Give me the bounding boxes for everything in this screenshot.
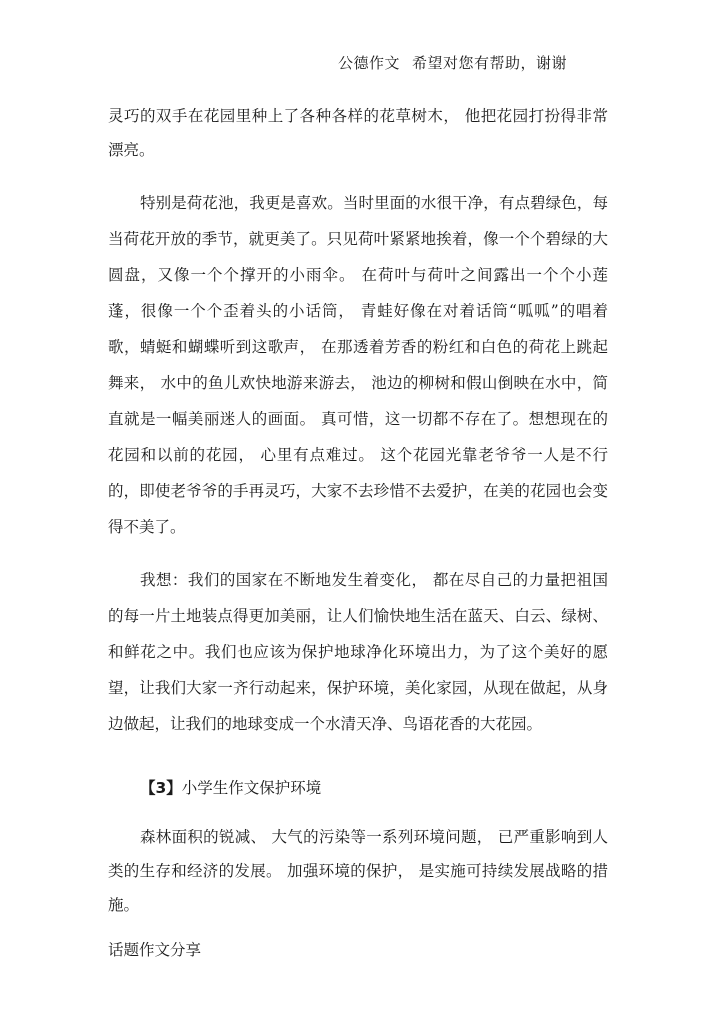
section-number: 【3】: [140, 779, 182, 797]
header-right-text: 希望对您有帮助，谢谢: [412, 54, 568, 72]
section-paragraph: 森林面积的锐减、 大气的污染等一系列环境问题， 已严重影响到人类的生存和经济的发展。 加强环境的保护， 是实施可持续发展战略的措施。: [108, 828, 608, 914]
section-title-text: 小学生作文保护环境: [181, 779, 322, 797]
page-footer: 话题作文分享: [108, 941, 202, 959]
header-left-text: 公德作文: [338, 54, 401, 72]
paragraph-1: 灵巧的双手在花园里种上了各种各样的花草树木， 他把花园打扮得非常漂亮。: [108, 107, 608, 159]
section-heading: [140, 776, 321, 798]
paragraph-3: 我想：我们的国家在不断地发生着变化， 都在尽自己的力量把祖国的每一片土地装点得更加美丽，让人们愉快地生活在蓝天、白云、绿树、和鲜花之中。我们也应该为保护地球净化环境出力，为了这个美好的愿望，让我们大家一齐行动起来，保护环境，美化家园，从现在做起，从身边做起，让我们的地球变成一个水清天净、鸟语花香的大花园。: [108, 571, 608, 733]
page-header: [338, 52, 567, 73]
paragraph-2: 特别是荷花池，我更是喜欢。当时里面的水很干净，有点碧绿色，每当荷花开放的季节，就更美了。只见荷叶紧紧地挨着，像一个个碧绿的大圆盘，又像一个个撑开的小雨伞。 在荷叶与荷叶之间露出一个个小莲蓬，很像一个个歪着头的小话筒， 青蛙好像在对着话筒“呱呱”的唱着歌，蜻蜓和蝴蝶听到这歌声， 在那透着芳香的粉红和白色的荷花上跳起舞来， 水中的鱼儿欢快地游来游去， 池边的柳树和假山倒映在水中，简直就是一幅美丽迷人的画面。 真可惜，这一切都不存在了。想想现在的花园和以前的花园， 心里有点难过。 这个花园光靠老爷爷一人是不行的，即使老爷爷的手再灵巧，大家不去珍惜不去爱护，在美的花园也会变得不美了。: [108, 194, 608, 536]
